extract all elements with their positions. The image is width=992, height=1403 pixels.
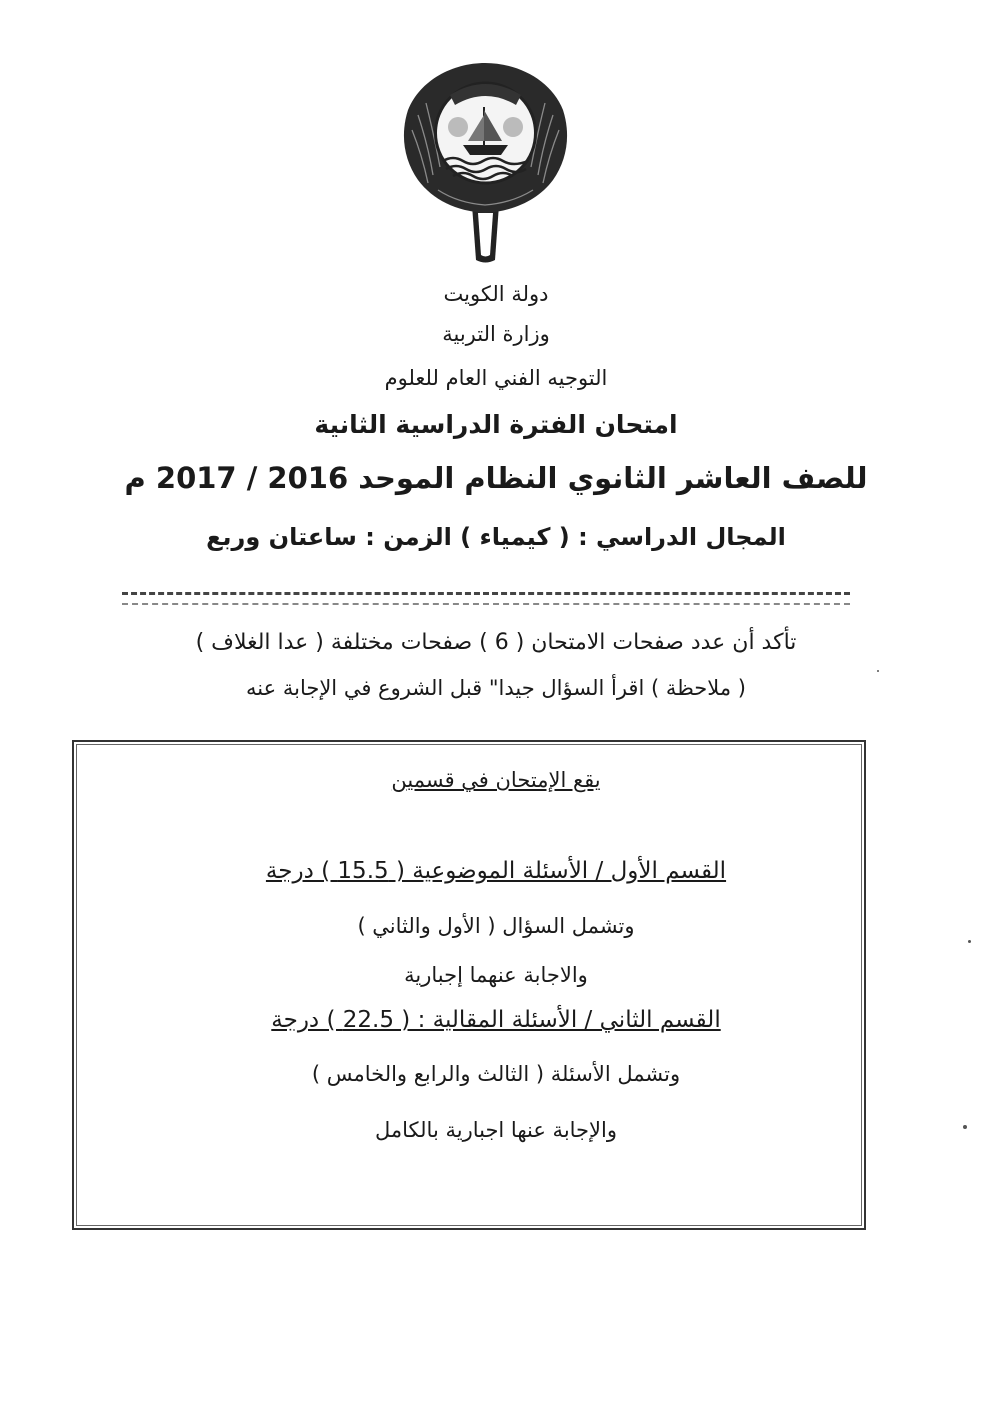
dashed-divider bbox=[122, 592, 850, 605]
department-name: التوجيه الفني العام للعلوم bbox=[384, 366, 608, 390]
part1-mandatory: والاجابة عنهما إجبارية bbox=[404, 963, 588, 987]
sections-heading: يقع الإمتحان في قسمين bbox=[391, 768, 601, 792]
part2-mandatory: والإجابة عنها اجبارية بالكامل bbox=[375, 1118, 617, 1142]
part1-includes: وتشمل السؤال ( الأول والثاني ) bbox=[357, 914, 635, 938]
scan-speck bbox=[877, 670, 879, 672]
country-name: دولة الكويت bbox=[443, 282, 549, 306]
pages-note: تأكد أن عدد صفحات الامتحان ( 6 ) صفحات مختلفة ( عدا الغلاف ) bbox=[195, 630, 797, 655]
grade-year: للصف العاشر الثانوي النظام الموحد 2016 / 2017 م bbox=[124, 461, 868, 495]
read-question-note: ( ملاحظة ) اقرأ السؤال جيدا" قبل الشروع في الإجابة عنه bbox=[246, 676, 746, 700]
subject-time: المجال الدراسي : ( كيمياء ) الزمن : ساعتان وربع bbox=[206, 523, 786, 551]
part1-title: القسم الأول / الأسئلة الموضوعية ( 15.5 ) درجة bbox=[265, 858, 727, 884]
exam-title: امتحان الفترة الدراسية الثانية bbox=[314, 410, 678, 439]
ministry-name: وزارة التربية bbox=[442, 322, 550, 346]
scan-speck bbox=[963, 1125, 967, 1129]
part2-title: القسم الثاني / الأسئلة المقالية : ( 22.5 ) درجة bbox=[271, 1007, 721, 1033]
part2-includes: وتشمل الأسئلة ( الثالث والرابع والخامس ) bbox=[311, 1062, 681, 1086]
scan-speck bbox=[968, 940, 971, 943]
kuwait-state-emblem-icon bbox=[398, 55, 573, 265]
